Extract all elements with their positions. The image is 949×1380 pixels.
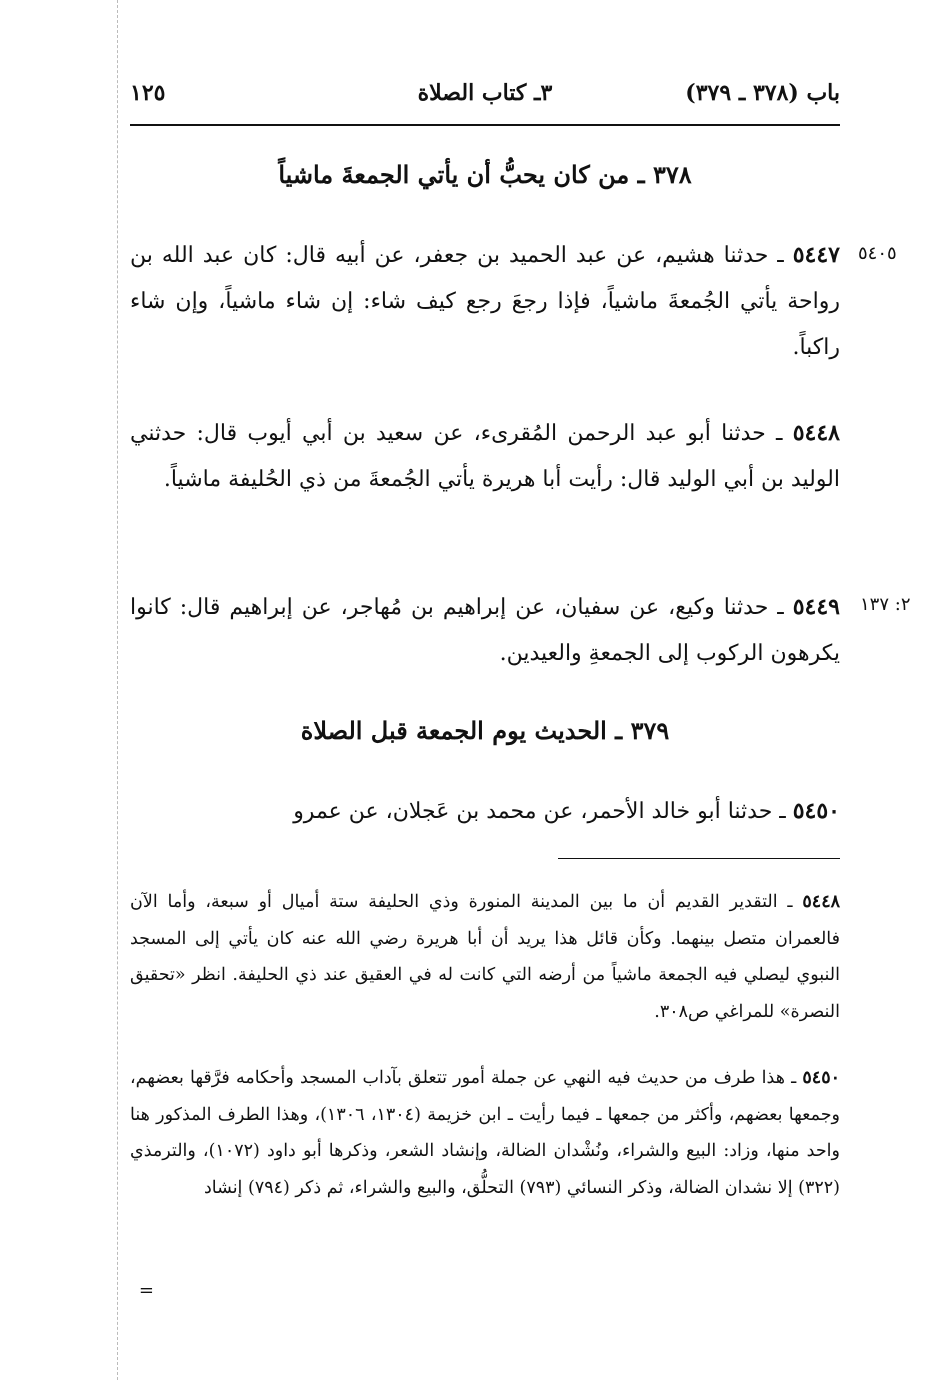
- hadith-text: ـ حدثنا وكيع، عن سفيان، عن إبراهيم بن مُهاجر، عن إبراهيم قال: كانوا يكرهون الركوب إلى الجمعةِ والعيدين.: [130, 595, 840, 666]
- footnote-number: ٥٤٥٠: [802, 1068, 840, 1088]
- chapter-title-379: ٣٧٩ ـ الحديث يوم الجمعة قبل الصلاة: [300, 716, 670, 745]
- header-rule: [130, 124, 840, 126]
- running-header: [130, 80, 840, 120]
- hadith-text: ـ حدثنا أبو عبد الرحمن المُقرىء، عن سعيد بن أبي أيوب قال: حدثني الوليد بن أبي الوليد قال: رأيت أبا هريرة يأتي الجُمعةَ من ذي الحُليفة ماشياً.: [130, 421, 840, 492]
- footnote-separator: [558, 858, 840, 859]
- hadith-number: ٥٤٤٩: [792, 594, 840, 620]
- hadith-5447: [130, 232, 840, 371]
- footnote-text: ـ هذا طرف من حديث فيه النهي عن جملة أمور تتعلق بآداب المسجد وأحكامه فرَّقها بعضهم، وجمعها بعضهم، وأكثر من جمعها ـ فيما رأيت ـ ابن خزيمة (١٣٠٤، ١٣٠٦)، وهذا الطرف المذكور هنا واحد منها، وزاد: البيع والشراء، ونُشْدان الضالة، وإنشاد الشعر، وذكرها أبو داود (١٠٧٢)، والترمذي (٣٢٢) إلا نشدان الضالة، وذكر النسائي (٧٩٣) التحلُّق، والبيع والشراء، ثم ذكر (٧٩٤) إنشاد: [130, 1068, 840, 1198]
- header-book-title: ٣ـ كتاب الصلاة: [417, 80, 553, 106]
- hadith-5449: [130, 584, 840, 677]
- hadith-5450: [130, 788, 840, 835]
- chapter-title-378: ٣٧٨ ـ من كان يحبُّ أن يأتي الجمعةَ ماشياً: [278, 160, 692, 189]
- book-page: [130, 0, 840, 1380]
- hadith-text: ـ حدثنا أبو خالد الأحمر، عن محمد بن عَجلان، عن عمرو: [293, 799, 793, 824]
- hadith-text: ـ حدثنا هشيم، عن عبد الحميد بن جعفر، عن أبيه قال: كان عبد الله بن رواحة يأتي الجُمعةَ ماشياً، فإذا رجعَ رجع كيف شاء: إن شاء ماشياً، وإن شاء راكباً.: [130, 243, 840, 360]
- footnote-text: ـ التقدير القديم أن ما بين المدينة المنورة وذي الحليفة ستة أميال أو سبعة، وأما الآن فالعمران متصل بينهما. وكأن قائل هذا يريد أن أبا هريرة رضي الله عنه كان يأتي إلى المسجد النبوي ليصلي فيه الجمعة ماشياً من أرضه التي كانت له في العقيق عند ذي الحليفة. انظر «تحقيق النصرة» للمراغي ص٣٠٨.: [130, 892, 840, 1022]
- continuation-mark: =: [138, 1280, 154, 1301]
- hadith-number: ٥٤٥٠: [792, 798, 840, 824]
- margin-ref-volume-page: ٢: ١٣٧: [860, 594, 911, 615]
- hadith-number: ٥٤٤٧: [792, 242, 840, 268]
- footnote-5448: [130, 884, 840, 1030]
- hadith-5448: [130, 410, 840, 503]
- header-chapter-ref: باب (٣٧٨ ـ ٣٧٩): [685, 80, 840, 106]
- scan-edge-line: [117, 0, 118, 1380]
- page-number: ١٢٥: [130, 80, 166, 106]
- footnote-number: ٥٤٤٨: [802, 892, 840, 912]
- footnote-5450: [130, 1060, 840, 1206]
- margin-ref-5405: ٥٤٠٥: [858, 243, 897, 264]
- hadith-number: ٥٤٤٨: [792, 420, 840, 446]
